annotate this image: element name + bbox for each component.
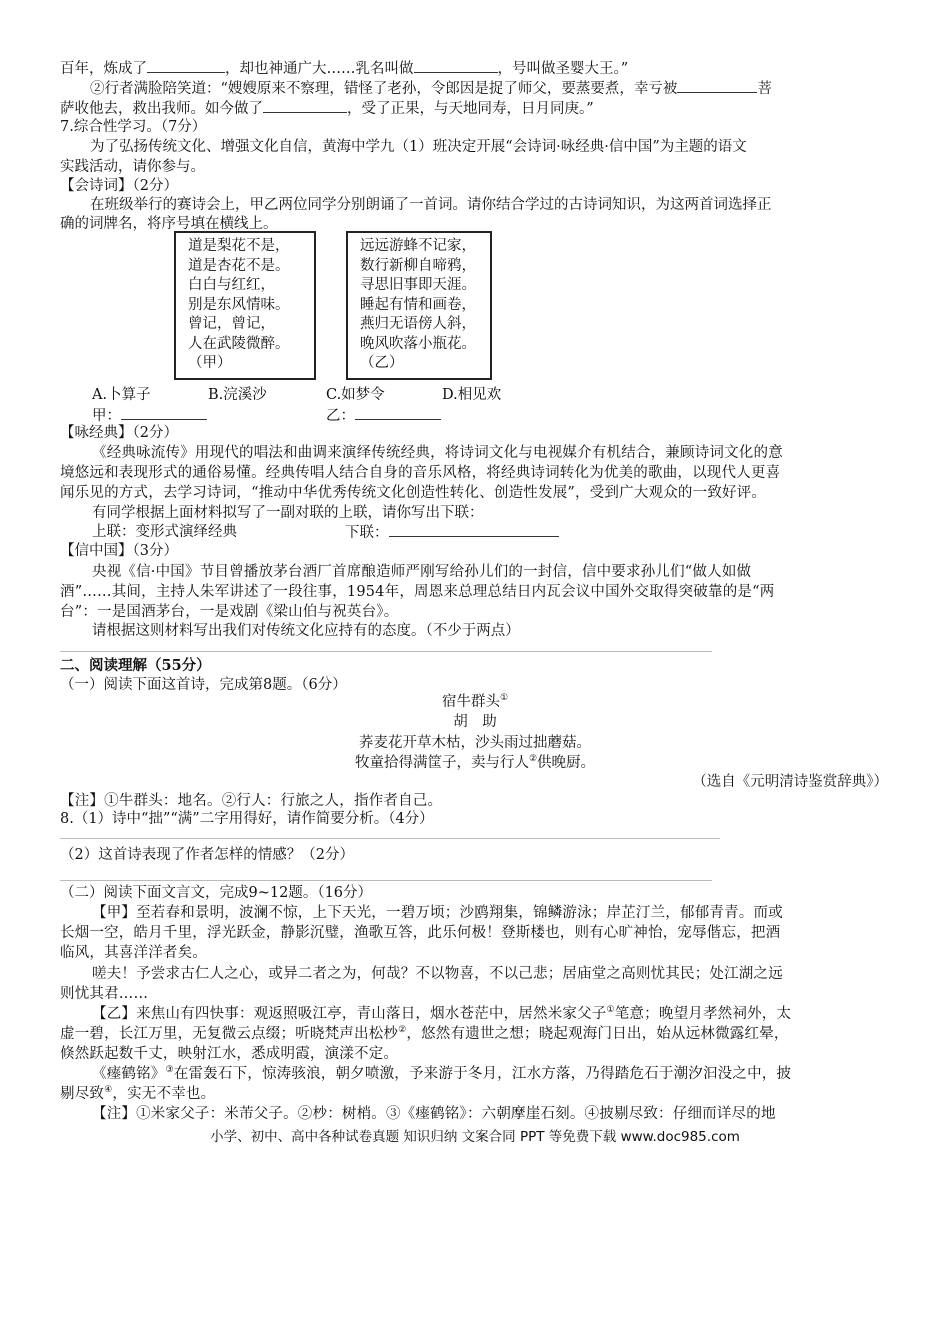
part2-section-2: （二）阅读下面文言文，完成9~12题。（16分） <box>60 885 373 901</box>
yi-line-3: 倏然跃起数千丈，映射江水，悉成明霞，演漾不定。 <box>60 1046 399 1062</box>
poem-line: 寻思旧事即天涯。 <box>360 277 476 293</box>
option-a: A.卜算子 <box>92 387 151 403</box>
text: 虚一碧，长江万里，无复微云点缀；听晓梵声出松杪 <box>60 1026 399 1042</box>
text: ②行者满脸陪笑道：“嫂嫂原来不察理，错怪了老孙，令郎因是捉了师父，要蒸要煮，幸亏被 <box>90 81 678 97</box>
couplet-lower-blank[interactable] <box>389 522 559 537</box>
answer-blank[interactable] <box>414 58 498 73</box>
q6-line-1 <box>60 58 628 79</box>
poem-box-jia <box>174 231 316 380</box>
poem-line: 道是杏花不是。 <box>188 257 290 274</box>
option-c: C.如梦令 <box>326 387 385 403</box>
poem-line: 远远游蜂不记家， <box>360 238 476 254</box>
footnote-marker: ③ <box>165 1065 174 1076</box>
couplet-upper: 上联：变形式演绎经典 <box>92 524 237 540</box>
q7-s2-para-3: 闻乐见的方式，去学习诗词，“推动中华优秀传统文化创造性转化、创造性发展”，受到广大观众的一致好评。 <box>60 485 767 501</box>
poem-line: 燕归无语傍人斜， <box>360 316 476 332</box>
jia-line-1: 【甲】至若春和景明，波澜不惊，上下天光，一碧万顷；沙鸥翔集，锦鳞游泳；岸芷汀兰，郁郁青青。而或 <box>92 905 783 921</box>
poem-line: 数行新柳自啼鸦， <box>360 257 476 274</box>
answer-blank-jia[interactable] <box>121 405 207 420</box>
footer[interactable]: 小学、初中、高中各种试卷真题 知识归纳 文案合同 PPT 等免费下载 www.doc985.com <box>210 1129 740 1145</box>
text: 百年，炼成了 <box>60 61 147 77</box>
q6-line-3 <box>60 98 594 119</box>
option-d: D.相见欢 <box>442 387 502 403</box>
q7-s2-para-4: 有同学根据上面材料拟写了一副对联的上联，请你写出下联： <box>92 505 484 521</box>
text: 供晚厨。 <box>537 755 596 771</box>
poem-box-yi <box>346 231 492 380</box>
poem-author: 胡 助 <box>453 714 497 730</box>
q7-s3-para-4: 请根据这则材料写出我们对传统文化应持有的态度。（不少于两点） <box>92 623 520 639</box>
poem-line: 道是梨花不是， <box>188 238 290 254</box>
text: 萨收他去，救出我师。如今做了 <box>60 101 263 117</box>
poem-line: 曾记，曾记， <box>188 316 275 332</box>
jia-line-5: 则忧其君…… <box>60 986 149 1002</box>
text: 甲： <box>92 408 121 424</box>
text: 菩 <box>757 81 772 97</box>
section-heading-poetry: 【会诗词】（2分） <box>60 178 178 194</box>
text: 下联： <box>345 525 389 541</box>
footnote-marker: ① <box>499 693 509 704</box>
jia-line-2: 长烟一空，皓月千里，浮光跃金，静影沉璧，渔歌互答，此乐何极！登斯楼也，则有心旷神怡，宠辱偕忘，把酒 <box>60 925 781 941</box>
footnote-marker: ② <box>398 1025 407 1036</box>
q7-s3-para-1: 央视《信·中国》节目曾播放茅台酒厂首席酿造师严刚写给孙儿们的一封信，信中要求孙儿们“做人如做 <box>92 564 752 580</box>
poem-line: 晚风吹落小瓶花。 <box>360 335 476 352</box>
jia-line-4: 嗟夫！予尝求古仁人之心，或异二者之为，何哉？不以物喜，不以己悲；居庙堂之高则忧其民；处江湖之远 <box>92 966 783 982</box>
section-heading-china: 【信中国】（3分） <box>60 543 178 559</box>
q7-s3-para-3: 台”：一是国酒茅台，一是戏剧《梁山伯与祝英台》。 <box>60 604 399 620</box>
q7-s1-para-2: 确的词牌名，将序号填在横线上。 <box>60 216 278 232</box>
q8-part-1: 8.（1）诗中“拙”“满”二字用得好，请作简要分析。（4分） <box>60 811 434 827</box>
poem-jia <box>188 237 290 374</box>
text: 在雷轰石下，惊涛骇浪，朝夕喷激，予来游于冬月，江水方落，乃得踏危石于潮汐汩没之中，披 <box>173 1066 792 1082</box>
text: ，却也神通广大……乳名叫做 <box>225 61 414 77</box>
footnote-marker: ① <box>606 1005 615 1016</box>
poem-title <box>0 692 950 712</box>
q7-s2-para-2: 境悠远和表现形式的通俗易懂。经典传唱人结合自身的音乐风格，将经典诗词转化为优美的歌曲，以现代人更喜 <box>60 465 781 481</box>
text: ，号叫做圣婴大王。” <box>497 61 629 77</box>
q7-s2-para-1: 《经典咏流传》用现代的唱法和曲调来演绎传统经典，将诗词文化与电视媒介有机结合，兼顾诗词文化的意 <box>92 445 783 461</box>
answer-line[interactable] <box>60 651 712 652</box>
answer-blank[interactable] <box>263 98 347 113</box>
poem-yi <box>360 237 476 374</box>
text: 宿牛群头 <box>441 694 500 710</box>
q7-s3-para-2: 酒”……其间，主持人朱军讲述了一段往事，1954年，周恩来总理总结日内瓦会议中国外交取得突破靠的是“两 <box>60 584 775 600</box>
jia-line-3: 临风，其喜洋洋者矣。 <box>60 945 207 961</box>
part2-section-1: （一）阅读下面这首诗，完成第8题。（6分） <box>60 677 347 693</box>
text: ，实无不幸也。 <box>112 1086 216 1102</box>
poem-line: 别是东风情味。 <box>188 296 290 313</box>
q8-part-2: （2）这首诗表现了作者怎样的情感？（2分） <box>60 847 354 863</box>
couplet-lower <box>345 522 559 543</box>
poem-line: （甲） <box>188 355 232 371</box>
text: 【乙】来焦山有四快事：观返照吸江亭，青山落日，烟水苍茫中，居然米家父子 <box>92 1006 607 1022</box>
yi-line-4 <box>92 1064 791 1084</box>
poem-source: （选自《元明清诗鉴赏辞典》） <box>692 774 888 790</box>
text: 笔意；晚望月孝然祠外，太 <box>614 1006 792 1022</box>
yi-line-5 <box>60 1084 215 1104</box>
q7-s1-para-1: 在班级举行的赛诗会上，甲乙两位同学分别朗诵了一首词。请你结合学过的古诗词知识，为这两首词选择正 <box>90 197 772 213</box>
answer-line[interactable] <box>60 838 720 839</box>
q7-intro-2: 实践活动，请你参与。 <box>60 159 205 175</box>
q6-line-2 <box>90 78 772 99</box>
answer-blank[interactable] <box>677 78 757 93</box>
answer-line[interactable] <box>60 880 712 881</box>
answer-blank[interactable] <box>147 58 225 73</box>
q7-title: 7.综合性学习。（7分） <box>60 119 207 135</box>
answer-yi <box>326 405 441 426</box>
poem-line: 白白与红红， <box>188 277 275 293</box>
q7-intro-1: 为了弘扬传统文化、增强文化自信，黄海中学九（1）班决定开展“会诗词·咏经典·信中国”为主题的语文 <box>90 139 747 155</box>
section-heading-classics: 【咏经典】（2分） <box>60 425 178 441</box>
poem-line-1: 荞麦花开草木枯，沙头雨过拙蘑菇。 <box>359 735 591 751</box>
text: ，悠然有遗世之想；晓起观海门日出，始从远林微露红晕， <box>406 1026 789 1042</box>
text: 乙： <box>326 408 355 424</box>
footnote-marker: ② <box>528 754 538 765</box>
poem-line: 人在武陵微醉。 <box>188 335 290 352</box>
text: 剔尽致 <box>60 1086 105 1102</box>
text: 《瘗鹤铭》 <box>92 1066 166 1082</box>
option-b: B.浣溪沙 <box>208 387 267 403</box>
yi-note: 【注】①米家父子：米芾父子。②杪：树梢。③《瘗鹤铭》：六朝摩崖石刻。④披剔尽致：仔细而详尽的地 <box>92 1106 776 1122</box>
answer-blank-yi[interactable] <box>355 405 441 420</box>
poem-line-2 <box>0 753 950 773</box>
poem-line: 睡起有情和画卷， <box>360 296 476 313</box>
footnote-marker: ④ <box>104 1085 113 1096</box>
text: ，受了正果，与天地同寿，日月同庚。” <box>347 101 594 117</box>
text: 牧童拾得满筐子，卖与行人 <box>354 755 529 771</box>
yi-line-1 <box>92 1004 791 1024</box>
part2-title: 二、阅读理解（55分） <box>60 657 211 674</box>
yi-line-2 <box>60 1024 789 1044</box>
poem-note: 【注】①牛群头：地名。②行人：行旅之人，指作者自己。 <box>60 793 443 809</box>
poem-line: （乙） <box>360 355 404 371</box>
